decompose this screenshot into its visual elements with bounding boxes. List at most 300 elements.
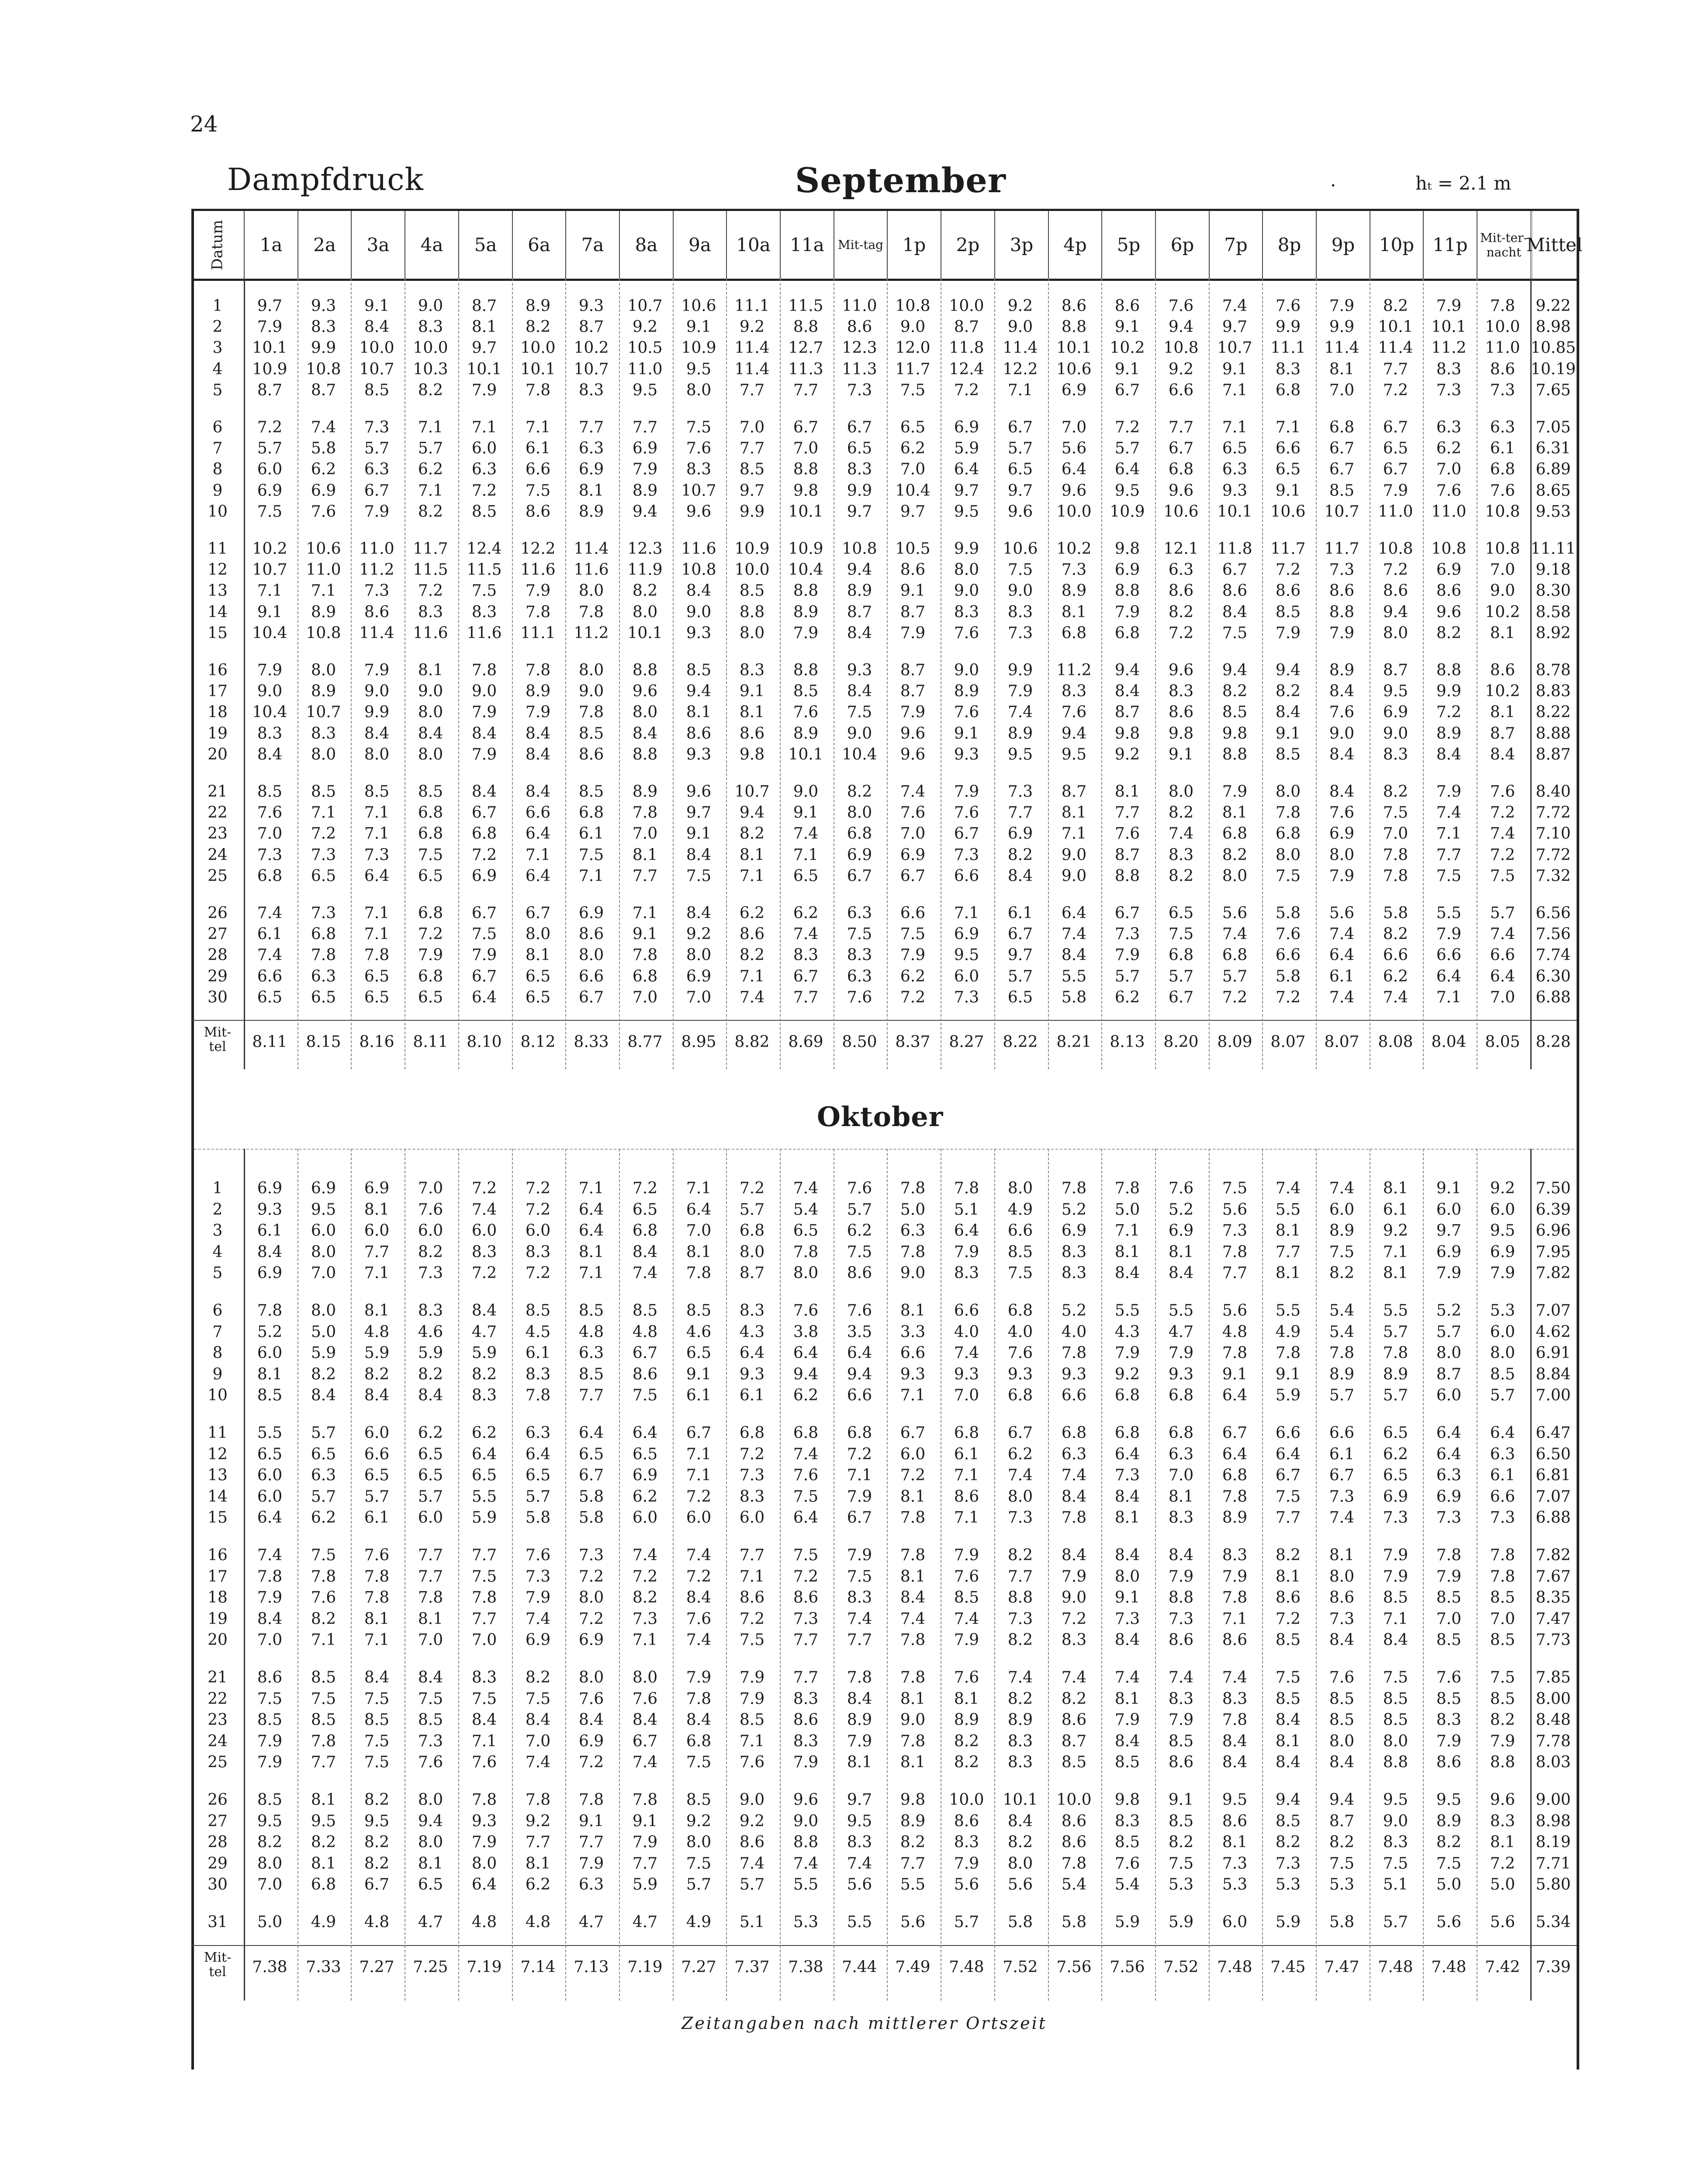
cell-value: 7.4 <box>793 1179 819 1197</box>
row-mean: 8.40 <box>1536 783 1571 801</box>
cell-value: 8.0 <box>311 745 336 764</box>
cell-value: 5.7 <box>1490 1386 1515 1405</box>
table-row <box>191 318 1577 338</box>
cell-value: 8.6 <box>1222 1812 1248 1830</box>
cell-value: 7.5 <box>1436 1854 1462 1873</box>
cell-value: 7.0 <box>793 439 819 458</box>
cell-value: 7.4 <box>793 1445 819 1463</box>
cell-value: 7.8 <box>632 804 658 822</box>
cell-value: 4.3 <box>1114 1323 1140 1341</box>
cell-value: 6.3 <box>311 1466 336 1485</box>
row-mean: 6.96 <box>1536 1222 1571 1240</box>
cell-value: 8.3 <box>847 946 872 964</box>
cell-value: 11.1 <box>734 297 770 315</box>
cell-value: 7.1 <box>364 1264 390 1282</box>
cell-value: 8.2 <box>1222 846 1248 864</box>
cell-value: 8.6 <box>1275 1589 1301 1607</box>
cell-value: 8.0 <box>632 703 658 722</box>
cell-value: 8.1 <box>311 1791 336 1809</box>
header-mittel <box>1526 211 1583 279</box>
cell-value: 8.2 <box>1007 1690 1033 1708</box>
cell-value: 5.0 <box>1114 1200 1140 1219</box>
cell-value: 7.5 <box>1275 867 1301 885</box>
cell-value: 8.4 <box>1436 745 1462 764</box>
cell-value: 7.4 <box>793 925 819 943</box>
cell-value: 9.3 <box>578 297 604 315</box>
cell-value: 5.1 <box>1383 1876 1408 1894</box>
cell-value: 6.6 <box>1436 946 1462 964</box>
cell-value: 8.9 <box>525 682 551 701</box>
cell-value: 9.0 <box>900 318 926 336</box>
cell-value: 6.6 <box>900 904 926 922</box>
cell-value: 9.3 <box>900 1365 926 1383</box>
cell-value: 7.9 <box>632 460 658 479</box>
cell-value: 9.8 <box>1114 724 1140 743</box>
cell-value: 8.6 <box>1222 582 1248 600</box>
cell-value: 6.9 <box>578 460 604 479</box>
cell-value: 7.5 <box>364 1732 390 1750</box>
cell-value: 7.9 <box>364 502 390 521</box>
cell-value: 9.7 <box>1222 318 1248 336</box>
cell-value: 5.7 <box>525 1487 551 1506</box>
cell-value: 6.7 <box>847 867 872 885</box>
column-rule <box>512 1149 513 2001</box>
cell-value: 8.7 <box>900 603 926 621</box>
cell-value: 8.2 <box>1168 1833 1194 1852</box>
cell-value: 9.6 <box>1007 502 1033 521</box>
header-hour-6 <box>512 211 565 279</box>
row-mean: 8.03 <box>1536 1753 1571 1772</box>
cell-value: 7.8 <box>418 1589 443 1607</box>
cell-value: 7.7 <box>525 1833 551 1852</box>
cell-value: 10.7 <box>359 360 394 378</box>
cell-value: 9.3 <box>1061 1365 1087 1383</box>
cell-value: 6.3 <box>578 1344 604 1362</box>
cell-value: 7.5 <box>1275 1487 1301 1506</box>
cell-value: 8.3 <box>793 946 819 964</box>
cell-value: 7.2 <box>525 1200 551 1219</box>
cell-value: 7.1 <box>364 904 390 922</box>
cell-value: 5.9 <box>632 1876 658 1894</box>
cell-value: 8.5 <box>257 1386 283 1405</box>
table-row <box>191 1302 1577 1322</box>
row-mean: 11.11 <box>1530 540 1576 558</box>
row-mean: 7.82 <box>1536 1546 1571 1564</box>
cell-value: 7.0 <box>1329 381 1355 399</box>
cell-value: 8.1 <box>954 1690 979 1708</box>
row-mean: 7.07 <box>1536 1302 1571 1320</box>
header-hour-24 <box>1477 211 1530 279</box>
cell-value: 11.7 <box>895 360 931 378</box>
cell-value: 8.1 <box>1275 1732 1301 1750</box>
cell-value: 9.0 <box>418 682 443 701</box>
cell-value: 7.0 <box>525 1732 551 1750</box>
cell-value: 5.8 <box>1061 988 1087 1006</box>
cell-value: 7.1 <box>739 1732 765 1750</box>
cell-value: 6.9 <box>525 1631 551 1649</box>
table-row <box>191 1201 1577 1221</box>
cell-value: 7.5 <box>525 1690 551 1708</box>
cell-value: 6.8 <box>1168 1386 1194 1405</box>
cell-value: 9.1 <box>686 318 712 336</box>
cell-value: 8.1 <box>1275 1567 1301 1586</box>
table-row <box>191 1690 1577 1710</box>
cell-value: 5.9 <box>954 439 979 458</box>
cell-value: 8.7 <box>1061 783 1087 801</box>
cell-value: 6.3 <box>525 1424 551 1442</box>
cell-value: 6.5 <box>793 867 819 885</box>
cell-value: 9.5 <box>632 381 658 399</box>
cell-value: 6.5 <box>686 1344 712 1362</box>
cell-value: 7.9 <box>954 783 979 801</box>
cell-value: 9.1 <box>686 825 712 843</box>
cell-value: 6.8 <box>418 967 443 985</box>
cell-value: 6.5 <box>1007 460 1033 479</box>
cell-value: 8.4 <box>471 1302 497 1320</box>
cell-value: 5.7 <box>311 1487 336 1506</box>
cell-value: 5.6 <box>1436 1913 1462 1931</box>
cell-value: 6.9 <box>578 1732 604 1750</box>
cell-value: 4.6 <box>686 1323 712 1341</box>
cell-value: 7.1 <box>1383 1610 1408 1628</box>
cell-value: 11.5 <box>788 297 823 315</box>
cell-value: 8.1 <box>686 703 712 722</box>
cell-value: 5.7 <box>739 1200 765 1219</box>
cell-value: 8.3 <box>418 603 443 621</box>
cell-value: 6.4 <box>1061 904 1087 922</box>
cell-value: 9.0 <box>1007 582 1033 600</box>
cell-value: 6.9 <box>1114 561 1140 579</box>
cell-value: 8.9 <box>311 682 336 701</box>
cell-value: 7.4 <box>471 1200 497 1219</box>
cell-value: 7.9 <box>525 582 551 600</box>
header-hour-4-label: 4a <box>420 234 443 256</box>
row-mean: 9.53 <box>1536 502 1571 521</box>
header-hour-15-label: 3p <box>1010 234 1034 256</box>
cell-value: 3.3 <box>900 1323 926 1341</box>
cell-value: 7.5 <box>900 925 926 943</box>
day-number: 12 <box>208 1445 228 1463</box>
row-mean: 6.31 <box>1536 439 1571 458</box>
cell-value: 7.0 <box>1490 561 1515 579</box>
cell-value: 8.3 <box>739 661 765 679</box>
cell-value: 9.1 <box>900 582 926 600</box>
cell-value: 6.4 <box>578 1424 604 1442</box>
cell-value: 9.8 <box>793 481 819 500</box>
cell-value: 7.2 <box>739 1610 765 1628</box>
cell-value: 8.0 <box>1329 846 1355 864</box>
cell-value: 5.7 <box>1490 904 1515 922</box>
cell-value: 7.9 <box>257 1753 283 1772</box>
cell-value: 8.4 <box>364 724 390 743</box>
header-hour-10-label: 10a <box>736 234 771 256</box>
cell-value: 8.6 <box>1168 1753 1194 1772</box>
cell-value: 8.5 <box>1275 1690 1301 1708</box>
mittel-value: 7.25 <box>413 1958 448 1976</box>
cell-value: 8.5 <box>1168 1812 1194 1830</box>
cell-value: 6.4 <box>1436 967 1462 985</box>
column-rule <box>994 279 995 1069</box>
cell-value: 8.5 <box>1436 1589 1462 1607</box>
cell-value: 8.1 <box>418 1854 443 1873</box>
cell-value: 5.9 <box>1275 1386 1301 1405</box>
cell-value: 7.2 <box>847 1445 872 1463</box>
cell-value: 9.5 <box>311 1200 336 1219</box>
cell-value: 7.5 <box>257 502 283 521</box>
mittel-value: 8.33 <box>574 1033 609 1051</box>
cell-value: 6.5 <box>364 1466 390 1485</box>
cell-value: 8.2 <box>1061 1690 1087 1708</box>
cell-value: 9.6 <box>1168 661 1194 679</box>
cell-value: 6.5 <box>418 867 443 885</box>
cell-value: 7.9 <box>525 703 551 722</box>
day-number: 27 <box>208 925 228 943</box>
cell-value: 8.3 <box>954 1833 979 1852</box>
cell-value: 6.8 <box>954 1424 979 1442</box>
cell-value: 10.1 <box>1431 318 1467 336</box>
cell-value: 7.8 <box>1490 1567 1515 1586</box>
cell-value: 6.6 <box>1168 381 1194 399</box>
cell-value: 8.1 <box>578 1243 604 1261</box>
cell-value: 11.3 <box>788 360 823 378</box>
cell-value: 8.3 <box>1061 1243 1087 1261</box>
cell-value: 7.2 <box>1222 988 1248 1006</box>
cell-value: 7.5 <box>1329 1854 1355 1873</box>
cell-value: 8.5 <box>632 1302 658 1320</box>
cell-value: 6.1 <box>1383 1200 1408 1219</box>
cell-value: 8.8 <box>1436 661 1462 679</box>
cell-value: 7.3 <box>1436 381 1462 399</box>
cell-value: 11.0 <box>306 561 341 579</box>
cell-value: 7.5 <box>793 1487 819 1506</box>
cell-value: 6.7 <box>900 1424 926 1442</box>
cell-value: 8.5 <box>739 582 765 600</box>
cell-value: 6.1 <box>525 1344 551 1362</box>
cell-value: 4.7 <box>578 1913 604 1931</box>
cell-value: 7.0 <box>1383 825 1408 843</box>
cell-value: 8.2 <box>311 1365 336 1383</box>
cell-value: 6.4 <box>1061 460 1087 479</box>
cell-value: 8.1 <box>1490 624 1515 642</box>
cell-value: 8.6 <box>1490 661 1515 679</box>
cell-value: 8.3 <box>1007 1732 1033 1750</box>
cell-value: 5.9 <box>471 1509 497 1527</box>
cell-value: 8.4 <box>686 582 712 600</box>
table-row <box>191 561 1577 581</box>
cell-value: 8.0 <box>578 1669 604 1686</box>
cell-value: 6.5 <box>1168 904 1194 922</box>
cell-value: 8.5 <box>739 1711 765 1729</box>
cell-value: 10.1 <box>1378 318 1413 336</box>
cell-value: 9.0 <box>257 682 283 701</box>
cell-value: 6.7 <box>1007 418 1033 436</box>
cell-value: 7.1 <box>793 846 819 864</box>
cell-value: 7.7 <box>1007 804 1033 822</box>
column-rule <box>1423 1149 1424 2001</box>
cell-value: 9.3 <box>954 1365 979 1383</box>
cell-value: 8.6 <box>1168 582 1194 600</box>
cell-value: 7.1 <box>739 1567 765 1586</box>
cell-value: 7.2 <box>900 1466 926 1485</box>
cell-value: 7.4 <box>1490 825 1515 843</box>
cell-value: 9.2 <box>632 318 658 336</box>
cell-value: 8.7 <box>311 381 336 399</box>
cell-value: 5.8 <box>1329 1913 1355 1931</box>
cell-value: 8.3 <box>847 460 872 479</box>
cell-value: 9.6 <box>900 745 926 764</box>
cell-value: 7.2 <box>471 481 497 500</box>
day-number: 3 <box>212 339 223 357</box>
row-mean: 8.87 <box>1536 745 1571 764</box>
cell-value: 6.5 <box>418 1466 443 1485</box>
cell-value: 6.9 <box>257 1179 283 1197</box>
day-number: 10 <box>208 1386 228 1405</box>
cell-value: 6.3 <box>847 967 872 985</box>
table-row <box>191 968 1577 988</box>
cell-value: 11.4 <box>1003 339 1038 357</box>
cell-value: 8.1 <box>1061 804 1087 822</box>
header-hour-3-label: 3a <box>367 234 390 256</box>
day-number: 11 <box>208 1424 228 1442</box>
mittel-row <box>191 1945 1577 1985</box>
cell-value: 6.8 <box>1114 1424 1140 1442</box>
day-number: 11 <box>208 540 228 558</box>
column-rule <box>1262 279 1263 1069</box>
cell-value: 7.8 <box>1436 1546 1462 1564</box>
cell-value: 7.7 <box>632 418 658 436</box>
cell-value: 8.2 <box>1275 1546 1301 1564</box>
mittel-value: 7.44 <box>842 1958 877 1976</box>
cell-value: 7.4 <box>311 418 336 436</box>
cell-value: 11.0 <box>359 540 394 558</box>
cell-value: 8.0 <box>471 1854 497 1873</box>
cell-value: 5.6 <box>1061 439 1087 458</box>
cell-value: 7.5 <box>686 867 712 885</box>
cell-value: 5.6 <box>1007 1876 1033 1894</box>
table-row <box>191 1179 1577 1199</box>
cell-value: 7.5 <box>1222 624 1248 642</box>
cell-value: 7.6 <box>686 1610 712 1628</box>
cell-value: 9.0 <box>1329 724 1355 743</box>
cell-value: 7.1 <box>257 582 283 600</box>
cell-value: 8.4 <box>1168 1264 1194 1282</box>
cell-value: 8.6 <box>1275 582 1301 600</box>
day-number: 17 <box>208 1567 228 1586</box>
cell-value: 8.8 <box>632 661 658 679</box>
cell-value: 5.7 <box>954 1913 979 1931</box>
column-rule <box>726 1149 727 2001</box>
column-rule <box>244 1149 245 2001</box>
cell-value: 7.9 <box>847 1546 872 1564</box>
cell-value: 7.8 <box>1061 1179 1087 1197</box>
cell-value: 6.0 <box>257 1487 283 1506</box>
header-hour-20 <box>1262 211 1316 279</box>
cell-value: 7.5 <box>1490 867 1515 885</box>
cell-value: 8.6 <box>1061 1711 1087 1729</box>
cell-value: 8.6 <box>1222 1631 1248 1649</box>
cell-value: 8.0 <box>1168 783 1194 801</box>
mittel-value: 8.12 <box>520 1033 556 1051</box>
cell-value: 8.8 <box>1383 1753 1408 1772</box>
cell-value: 7.9 <box>471 381 497 399</box>
cell-value: 5.0 <box>1436 1876 1462 1894</box>
cell-value: 8.7 <box>847 603 872 621</box>
day-number: 30 <box>208 1876 228 1894</box>
column-rule <box>887 279 888 1069</box>
cell-value: 7.2 <box>525 1264 551 1282</box>
cell-value: 6.5 <box>900 418 926 436</box>
cell-value: 8.5 <box>578 1302 604 1320</box>
cell-value: 6.8 <box>1168 1424 1194 1442</box>
day-number: 29 <box>208 967 228 985</box>
cell-value: 6.2 <box>900 967 926 985</box>
cell-value: 6.6 <box>900 1344 926 1362</box>
cell-value: 5.6 <box>954 1876 979 1894</box>
cell-value: 8.8 <box>1114 582 1140 600</box>
day-number: 10 <box>208 502 228 521</box>
cell-value: 8.6 <box>847 318 872 336</box>
column-rule <box>458 1149 459 2001</box>
cell-value: 5.9 <box>1168 1913 1194 1931</box>
header-hour-3 <box>351 211 405 279</box>
day-number: 15 <box>208 624 228 642</box>
cell-value: 6.5 <box>1275 460 1301 479</box>
cell-value: 8.4 <box>1329 682 1355 701</box>
cell-value: 11.2 <box>574 624 609 642</box>
cell-value: 7.9 <box>954 1854 979 1873</box>
cell-value: 7.6 <box>525 1546 551 1564</box>
cell-value: 10.7 <box>574 360 609 378</box>
cell-value: 5.9 <box>364 1344 390 1362</box>
cell-value: 7.8 <box>311 1732 336 1750</box>
cell-value: 6.6 <box>1275 439 1301 458</box>
cell-value: 8.2 <box>632 582 658 600</box>
cell-value: 8.2 <box>1383 783 1408 801</box>
cell-value: 6.5 <box>525 1466 551 1485</box>
cell-value: 6.9 <box>1436 1243 1462 1261</box>
cell-value: 8.9 <box>525 297 551 315</box>
cell-value: 6.4 <box>793 1344 819 1362</box>
column-rule <box>1101 1149 1102 2001</box>
cell-value: 6.8 <box>1114 624 1140 642</box>
cell-value: 7.3 <box>793 1610 819 1628</box>
row-mean: 7.82 <box>1536 1264 1571 1282</box>
cell-value: 7.1 <box>739 867 765 885</box>
cell-value: 8.3 <box>471 1669 497 1686</box>
cell-value: 5.5 <box>257 1424 283 1442</box>
cell-value: 8.5 <box>686 661 712 679</box>
cell-value: 9.8 <box>900 1791 926 1809</box>
cell-value: 8.4 <box>686 846 712 864</box>
cell-value: 7.3 <box>632 1610 658 1628</box>
cell-value: 9.8 <box>1168 724 1194 743</box>
mittel-value: 8.10 <box>467 1033 502 1051</box>
cell-value: 7.4 <box>1168 825 1194 843</box>
cell-value: 6.7 <box>900 867 926 885</box>
cell-value: 8.6 <box>793 1589 819 1607</box>
cell-value: 5.5 <box>793 1876 819 1894</box>
mittel-value: 7.33 <box>306 1958 341 1976</box>
cell-value: 10.1 <box>467 360 502 378</box>
cell-value: 8.4 <box>1329 745 1355 764</box>
cell-value: 9.7 <box>1007 946 1033 964</box>
cell-value: 4.5 <box>525 1323 551 1341</box>
cell-value: 7.2 <box>311 825 336 843</box>
cell-value: 6.7 <box>1222 561 1248 579</box>
mittel-value: 8.05 <box>1485 1033 1520 1051</box>
cell-value: 5.3 <box>1222 1876 1248 1894</box>
cell-value: 7.0 <box>1490 988 1515 1006</box>
